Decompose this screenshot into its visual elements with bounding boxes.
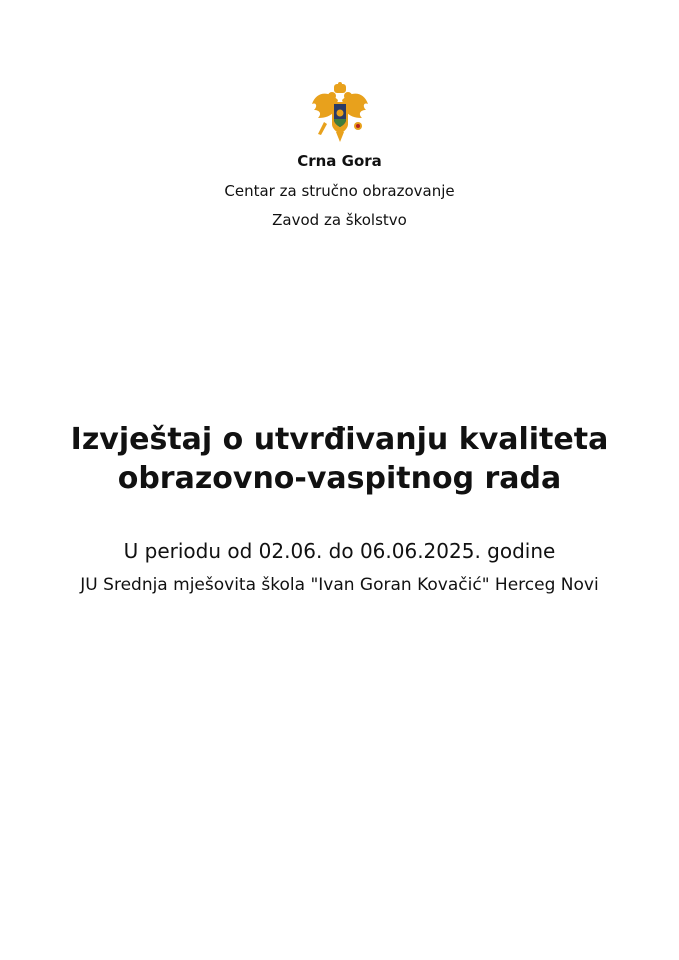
montenegro-coat-of-arms-icon <box>310 82 370 144</box>
organization-name-1: Centar za stručno obrazovanje <box>224 182 455 200</box>
organization-name-2: Zavod za školstvo <box>272 211 407 229</box>
report-period: U periodu od 02.06. do 06.06.2025. godine <box>123 539 556 563</box>
country-name: Crna Gora <box>297 152 382 170</box>
school-name: JU Srednja mješovita škola "Ivan Goran Kovačić" Herceg Novi <box>80 575 599 595</box>
report-title: Izvještaj o utvrđivanju kvaliteta obrazovno-vaspitnog rada <box>70 422 609 496</box>
